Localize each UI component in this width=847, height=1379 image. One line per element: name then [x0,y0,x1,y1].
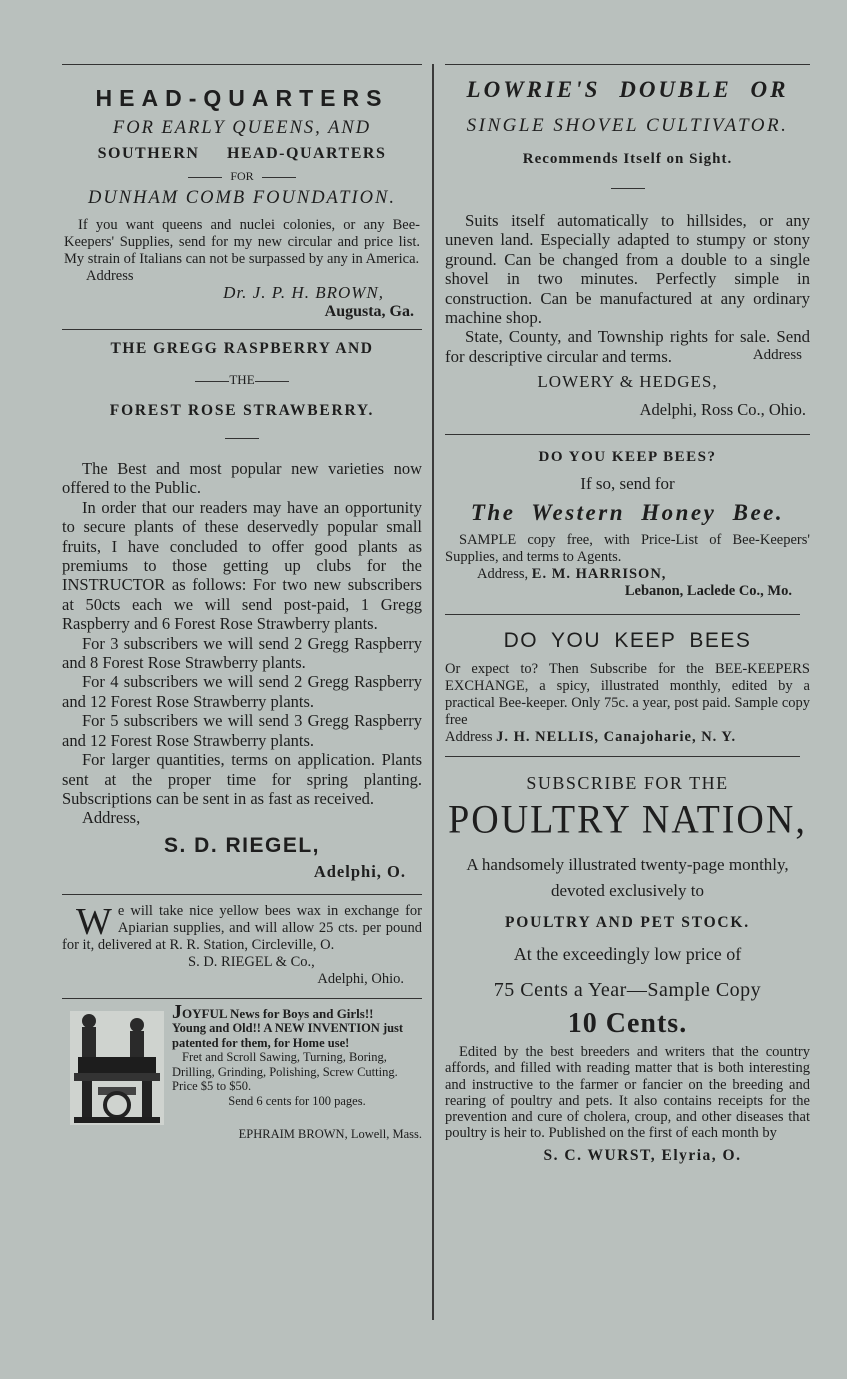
paper-title: The Western Honey Bee. [470,500,785,526]
ad-connector: FOR [62,169,422,184]
ad-subtitle: DUNHAM COMB FOUNDATION. [88,188,396,208]
ad-body: 75 Cents a Year—Sample Copy [493,979,762,1002]
section-rule [62,998,422,999]
ad-subtitle: If so, send for [580,474,675,494]
ad-title: HEAD-QUARTERS [95,85,389,111]
lathe-illustration [68,1009,166,1127]
ad-subtitle: SUBSCRIBE FOR THE [526,773,729,794]
right-column [445,64,810,1165]
ad-subtitle: SOUTHERN HEAD-QUARTERS [97,145,387,162]
ad-body: Fret and Scroll Sawing, Turning, Boring, Drilling, Grinding, Polishing, Screw Cutting. Price $5 to $50. [172,1050,398,1094]
ad-subtitle: FOR EARLY QUEENS, AND [112,118,372,138]
section-rule [445,614,800,615]
address-label: Address [752,347,802,364]
ad-joyful [62,1000,422,1142]
ad-paragraph: For 4 subscribers we will send 2 Gregg Raspberry and 12 Forest Rose Strawberry plants. [62,672,422,711]
ad-subtitle: FOREST ROSE STRAWBERRY. [109,402,375,419]
ad-body: If you want queens and nuclei colonies, or any Bee-Keepers' Supplies, send for my new circular and price list. My strain of Italians can not be surpassed by any in America. [64,217,420,267]
advertiser-contact: Address, E. M. HARRISON, [477,566,667,583]
ad-paragraph: For 3 subscribers we will send 2 Gregg Raspberry and 8 Forest Rose Strawberry plants. [62,633,422,673]
advertiser-contact: Address J. H. NELLIS, Canajoharie, N. Y. [445,729,737,746]
ad-paragraph: State, County, and Township rights for sale. Send for descriptive circular and terms. [445,327,810,366]
advertiser-place: Adelphi, Ross Co., Ohio. [639,400,806,420]
ad-title: DO YOU KEEP BEES [503,629,752,653]
price: 10 Cents. [567,1008,688,1040]
address-label: Address [86,268,134,284]
ad-gregg [62,340,422,882]
ad-headquarters [62,85,422,321]
ad-title: LOWRIE'S DOUBLE OR [466,77,789,102]
ad-headline: JOYFUL News for Boys and Girls!! [172,1000,374,1023]
ad-paragraph: In order that our readers may have an opportunity to secure plants of these deservedly popular small fruits, I have concluded to offer good plants as premiums to those getting up clubs for the INSTRUCTOR as follows: For two new subscribers at 50cts each we will send post-paid, 1 Gregg Raspberry and 6 Forest Rose Strawberry plants. [62,497,422,634]
ad-body: A handsomely illustrated twenty-page monthly, devoted exclusively to [466,855,789,901]
ad-lowrie [445,77,810,420]
ad-body: SAMPLE copy free, with Price-List of Bee-Keepers' Supplies, and terms to Agents. [445,532,810,566]
advertiser-place: Lebanon, Laclede Co., Mo. [624,583,792,600]
section-rule [445,756,800,757]
short-rule [611,188,645,189]
advertiser-name: EPHRAIM BROWN, Lowell, Mass. [238,1126,422,1141]
ad-western-honey-bee [445,449,810,600]
ad-title: THE GREGG RASPBERRY AND [110,340,374,357]
ad-body: At the exceedingly low price of [513,944,742,965]
ad-title: DO YOU KEEP BEES? [538,449,717,466]
advertiser-place: Augusta, Ga. [324,303,414,320]
ad-subtitle: POULTRY AND PET STOCK. [505,914,750,932]
top-rule-right [445,64,810,65]
column-divider [432,64,434,1320]
ad-body: Edited by the best breeders and writers that the country affords, and filled with reading matter that is both interesting and instructive to the farmer or fancier on the breeding and rearing of poultry and pets. It also contains receipts for the prevention and cure of cholera, croup, and other diseases that poultry is heir to. Published on the first of each month by [445,1044,810,1142]
left-column [62,64,422,1141]
ad-paragraph: For 5 subscribers we will send 3 Gregg Raspberry and 12 Forest Rose Strawberry plants. [62,711,422,750]
ad-body: Send 6 cents for 100 pages. [228,1093,366,1108]
advertiser-place: Adelphi, Ohio. [317,970,404,987]
ad-paragraph: The Best and most popular new varieties now offered to the Public. [62,459,422,498]
advertiser-name: LOWERY & HEDGES, [537,372,718,392]
short-rule [225,438,259,439]
advertiser-name: S. C. WURST, Elyria, O. [543,1147,742,1165]
ad-wax [62,900,422,988]
ad-tagline: Recommends Itself on Sight. [522,151,733,167]
paper-title: POULTRY NATION, [448,798,807,843]
ad-poultry-nation [445,773,810,1165]
ad-body: Young and Old!! A NEW INVENTION just patented for them, for Home use! [172,1021,404,1050]
section-rule [62,894,422,895]
advertiser-name: S. D. RIEGEL & Co., [188,953,315,970]
section-rule [445,434,810,435]
ad-body: Or expect to? Then Subscribe for the BEE-KEEPERS EXCHANGE, a spicy, illustrated monthly, edited by a practical Bee-keeper. Only 75c. a year, post paid. Sample copy free [445,661,810,729]
advertiser-name: S. D. RIEGEL, [163,833,321,857]
advertiser-place: Adelphi, O. [313,861,406,881]
address-label: Address, [82,808,141,828]
ad-paragraph: For larger quantities, terms on application. Plants sent at the proper time for spring planting. Subscriptions can be sent in as fast as received. [62,750,422,808]
top-rule-left [62,64,422,65]
drop-cap: W [76,900,112,943]
advertiser-name: Dr. J. P. H. BROWN, [223,283,384,302]
ad-body: e will take nice yellow bees wax in exchange for Apiarian supplies, and will allow 25 cts. per pound for it, delivered at R. R. Station, Circleville, O. [62,902,422,953]
ad-paragraph: Suits itself automatically to hillsides, or any uneven land. Especially adapted to stumpy or stony ground. Can be changed from a double to a single shovel in two minutes. Perfectly simple in construction. Can be manufactured at any ordinary machine shop. [445,211,810,328]
ad-bee-keepers-exchange [445,629,810,746]
section-rule [62,329,422,330]
ad-connector: THE [62,372,422,388]
ad-subtitle: SINGLE SHOVEL CULTIVATOR. [466,115,789,136]
